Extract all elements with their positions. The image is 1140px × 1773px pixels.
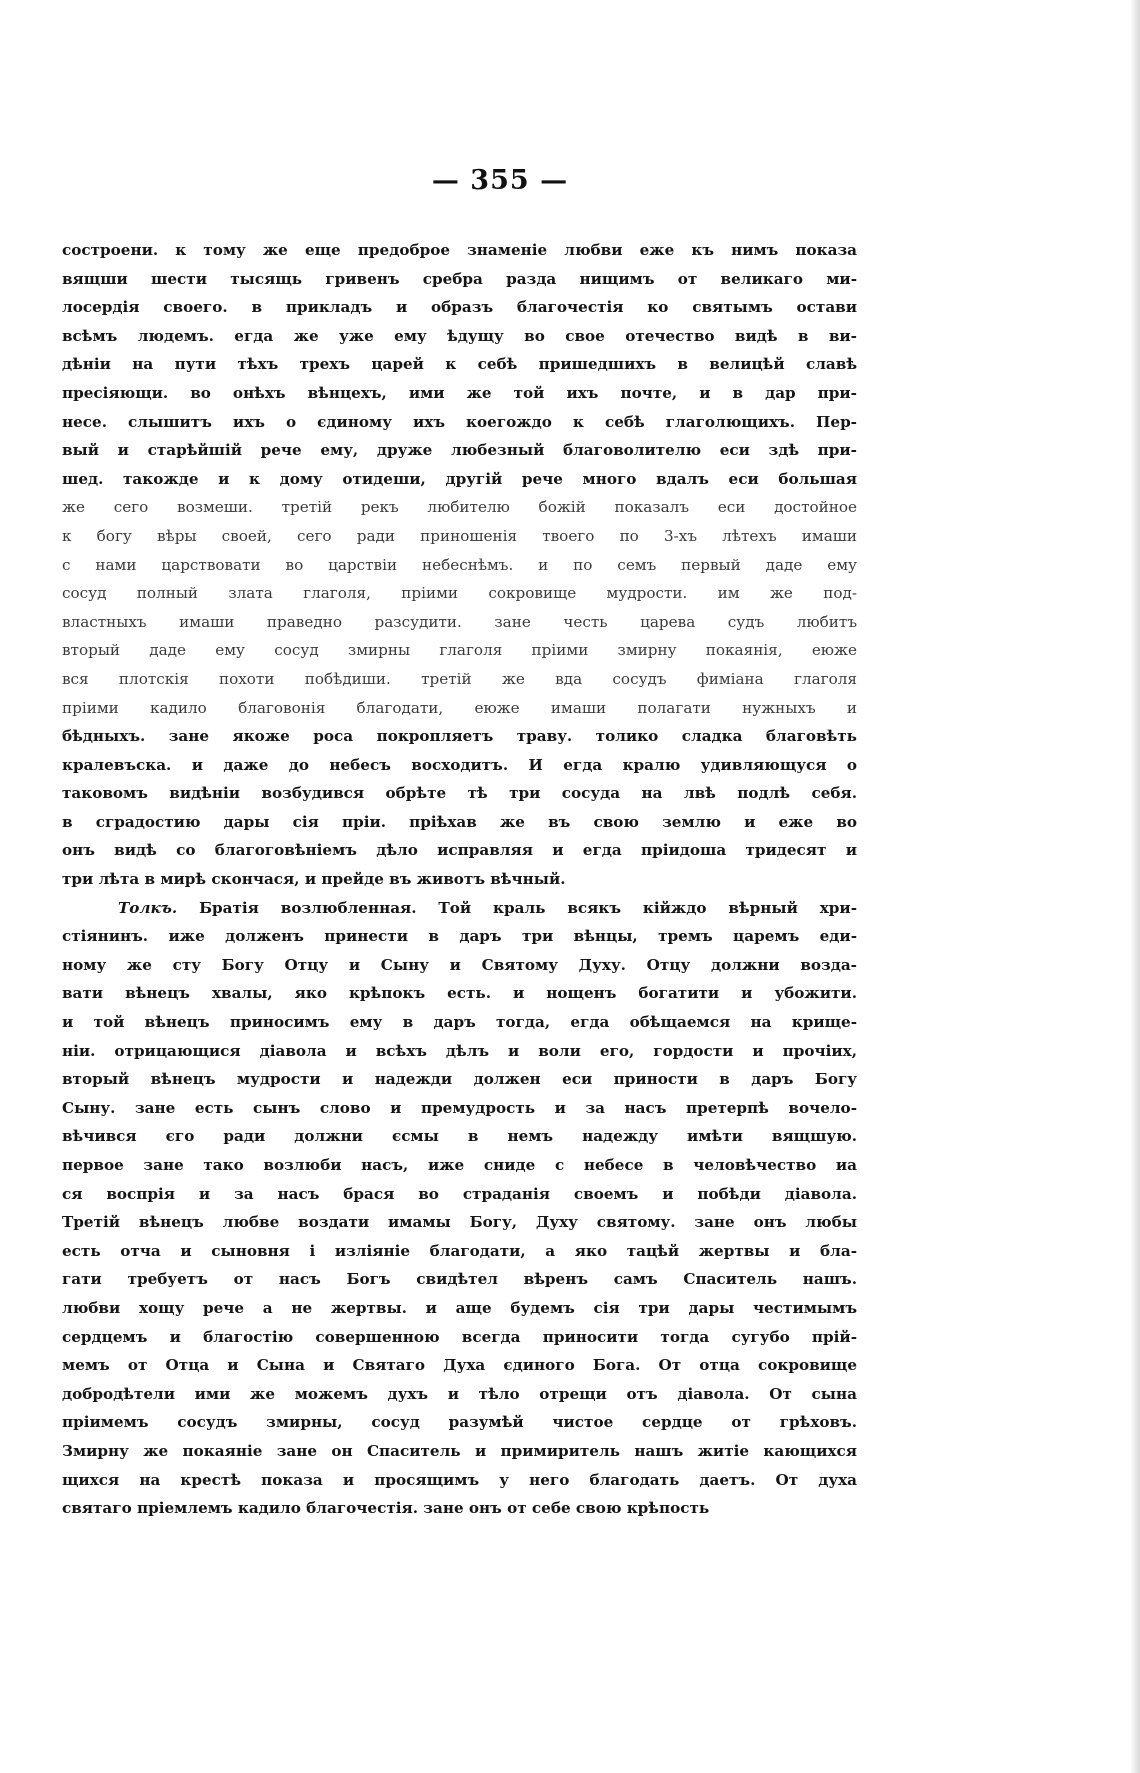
text-line: бѣдныхъ. зане якоже роса покропляетъ траву. толико сладка благовѣть — [62, 727, 857, 746]
text-line: Змирну же покаяніе зане он Спаситель и примиритель нашъ житіе кающихся — [62, 1441, 857, 1460]
text-line: добродѣтели ими же можемъ духъ и тѣло отрещи отъ діавола. От сына — [62, 1384, 857, 1403]
text-line: есть отча и сыновня і изліяніе благодати, а яко тацѣй жертвы и бла- — [62, 1241, 857, 1260]
text-line: Сыну. зане есть сынъ слово и премудрость и за насъ претерпѣ вочело- — [62, 1098, 857, 1117]
text-line: онъ видѣ со благоговѣніемъ дѣло исправляя и егда пріидоша тридесят и — [62, 841, 857, 860]
text-line: ному же сту Богу Отцу и Сыну и Святому Духу. Отцу должни возда- — [62, 955, 857, 974]
text-line — [62, 894, 857, 923]
text-line: пресіяющи. во онѣхъ вѣнцехъ, ими же той ихъ почте, и в дар при- — [62, 383, 857, 402]
text-line: и той вѣнецъ приносимъ ему в даръ тогда, егда обѣщаемся на крище- — [62, 1013, 857, 1032]
text-line: стіянинъ. иже долженъ принести в даръ три вѣнцы, тремъ царемъ еди- — [62, 927, 857, 946]
text-line: всѣмъ людемъ. егда же уже ему ѣдущу во свое отечество видѣ в ви- — [62, 326, 857, 345]
text-line: вѣчився єго ради должни єсмы в немъ надежду имѣти вящшую. — [62, 1127, 857, 1146]
text-line: три лѣта в мирѣ скончася, и прейде въ животъ вѣчный. — [62, 870, 566, 889]
text-line: пріими кадило благовонія благодати, еюже имаши полагати нужныхъ и — [62, 698, 857, 717]
text-line: вторый вѣнецъ мудрости и надежди должен еси приности в даръ Богу — [62, 1070, 857, 1089]
page-number: — 355 — — [431, 165, 569, 196]
text-line: мемъ от Отца и Сына и Святаго Духа єдиного Бога. От отца сокровище — [62, 1356, 857, 1375]
text-line: святаго пріемлемъ кадило благочестія. зане онъ от себе свою крѣпость — [62, 1499, 710, 1518]
text-line: Третій вѣнецъ любве воздати имамы Богу, Духу святому. зане онъ любы — [62, 1213, 857, 1232]
text-line: первое зане тако возлюби насъ, иже сниде с небесе в человѣчество иа — [62, 1156, 857, 1174]
body-text — [62, 236, 857, 1523]
text-line: ся воспрія и за насъ брася во страданія своемъ и побѣди діавола. — [62, 1184, 857, 1203]
text-line: вати вѣнецъ хвалы, яко крѣпокъ есть. и нощенъ богатити и убожити. — [62, 984, 857, 1003]
paragraph-1 — [62, 236, 857, 894]
paragraph-lead-word: Толкъ. — [118, 898, 178, 917]
line-text: Братія возлюбленная. Той краль всякъ кійждо вѣрный хри- — [199, 898, 857, 917]
text-line: таковомъ видѣніи возбудився обрѣте тѣ три сосуда на лвѣ подлѣ себя. — [62, 784, 857, 803]
text-line: состроени. к тому же еще предоброе знаменіе любви еже къ нимъ показа — [62, 241, 857, 259]
text-line: пріимемъ сосудъ змирны, сосуд разумѣй чистое сердце от грѣховъ. — [62, 1413, 857, 1432]
text-line: сосуд полный злата глаголя, пріими сокровище мудрости. им же под- — [62, 584, 857, 603]
text-line: же сего возмеши. третій рекъ любителю божій показалъ еси достойное — [62, 498, 857, 517]
text-line: щихся на крестѣ показа и просящимъ у него благодать даетъ. От духа — [62, 1470, 857, 1489]
text-line: властныхъ имаши праведно разсудити. зане честь царева судъ любитъ — [62, 612, 857, 631]
text-line: с нами царствовати во царствіи небеснѣмъ. и по семъ первый даде ему — [62, 555, 857, 574]
text-line: ніи. отрицающися діавола и всѣхъ дѣлъ и воли его, гордости и прочіих, — [62, 1041, 857, 1060]
text-line: вящши шести тысящь гривенъ сребра разда нищимъ от великаго ми- — [62, 269, 857, 288]
paragraph-2 — [62, 894, 857, 1523]
text-line: к богу вѣры своей, сего ради приношенія твоего по 3-хъ лѣтехъ имаши — [62, 526, 857, 545]
text-line: сердцемъ и благостію совершенною всегда приносити тогда сугубо прій- — [62, 1327, 857, 1346]
text-line: вторый даде ему сосуд змирны глаголя пріими змирну покаянія, еюже — [62, 641, 857, 660]
text-line: кралевъска. и даже до небесъ восходитъ. И егда кралю удивляющуся о — [62, 755, 857, 774]
text-line: гати требуетъ от насъ Богъ свидѣтел вѣренъ самъ Спаситель нашъ. — [62, 1270, 857, 1289]
text-line: шед. такожде и к дому отидеши, другій рече много вдалъ еси большая — [62, 469, 857, 488]
text-line: лосердія своего. в прикладъ и образъ благочестія ко святымъ остави — [62, 298, 857, 317]
text-line: несе. слышитъ ихъ о єдиному ихъ коегождо к себѣ глаголющихъ. Пер- — [62, 412, 857, 431]
text-line: дѣніи на пути тѣхъ трехъ царей к себѣ пришедшихъ в велицѣй славѣ — [62, 355, 857, 374]
text-line: любви хощу рече а не жертвы. и аще будемъ сія три дары честимымъ — [62, 1298, 857, 1317]
page-edge — [1130, 0, 1140, 1773]
text-line: вый и старѣйшій рече ему, друже любезный благоволителю еси здѣ при- — [62, 441, 857, 460]
text-line: вся плотскія похоти побѣдиши. третій же вда сосудъ фиміана глаголя — [62, 669, 857, 688]
text-line: в сградостию дары сія пріи. пріѣхав же въ свою землю и еже во — [62, 812, 857, 831]
